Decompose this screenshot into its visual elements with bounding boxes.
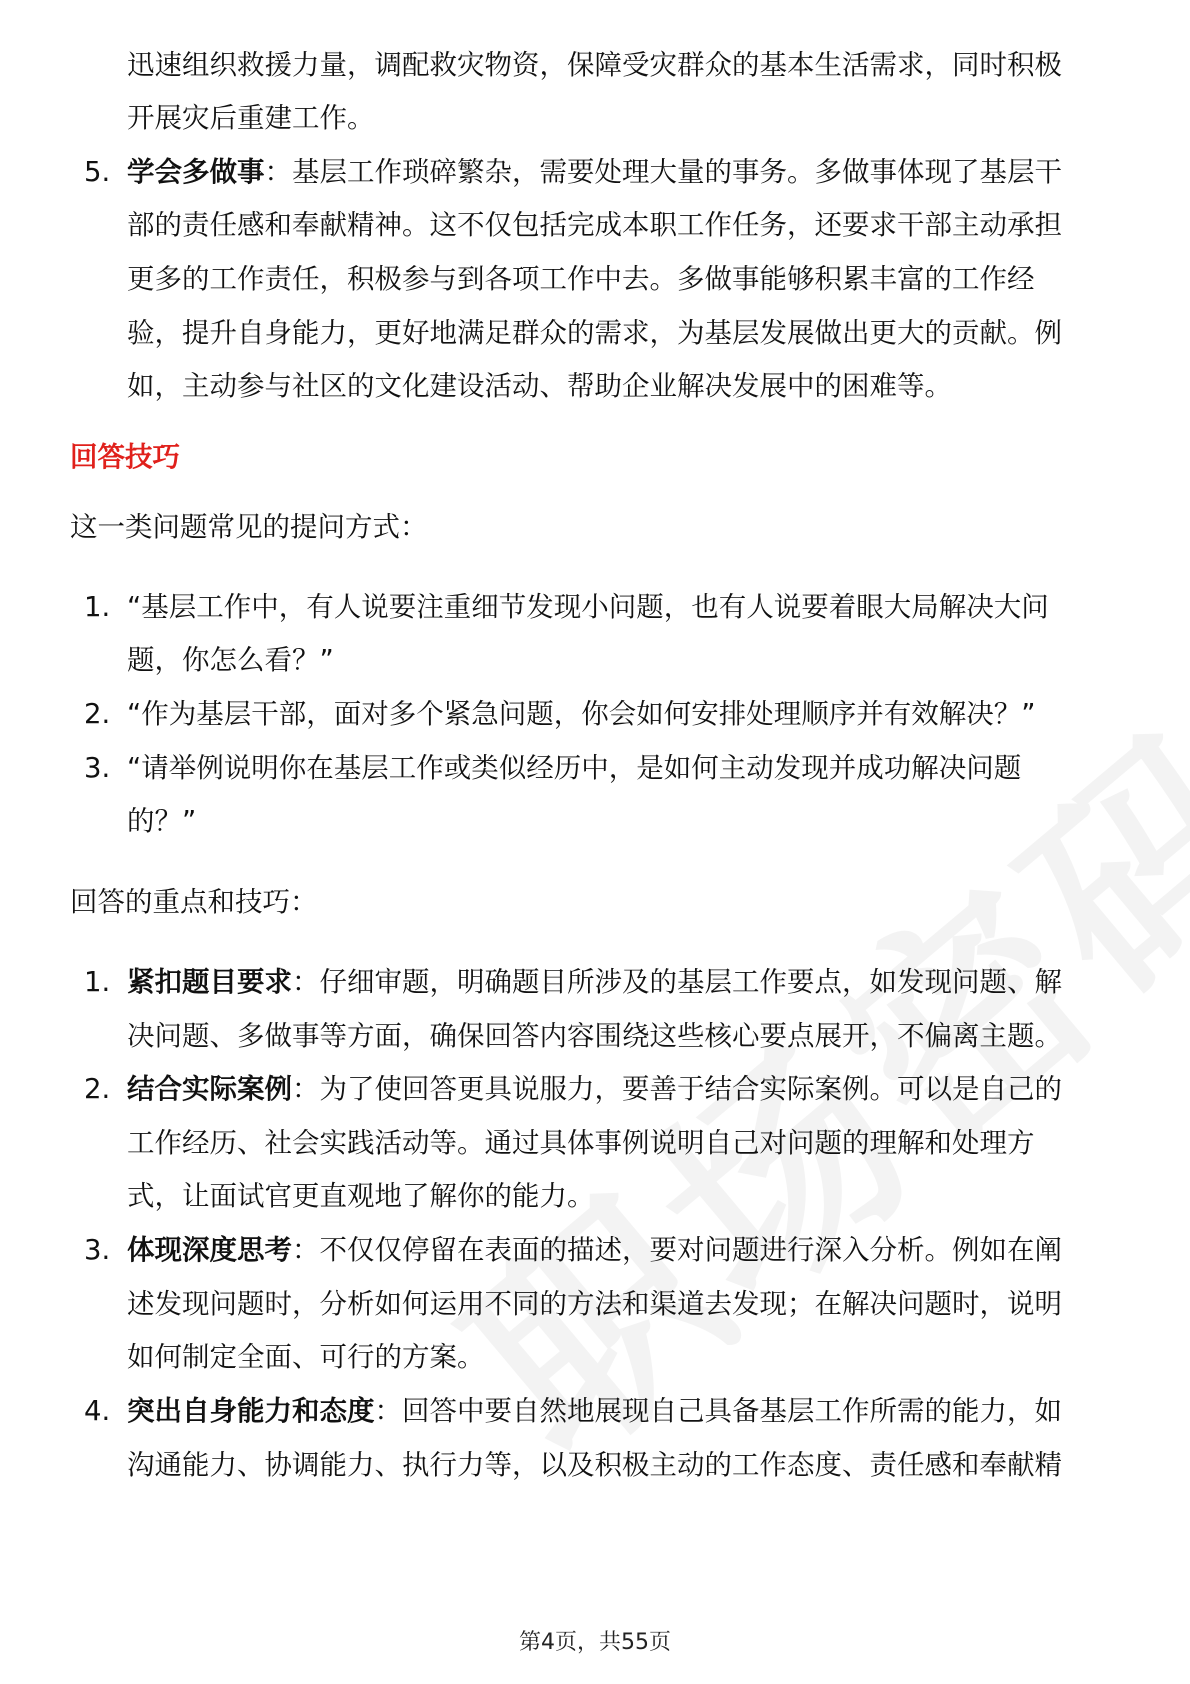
list-number: 4. <box>84 1395 111 1427</box>
tips-intro: 回答的重点和技巧： <box>70 886 318 918</box>
item-text: ：为了使回答更具说服力，要善于结合实际案例。可以是自己的 <box>292 1073 1062 1105</box>
question-text: 题，你怎么看？” <box>127 644 334 676</box>
intro-line: 开展灾后重建工作。 <box>127 102 375 134</box>
list-item <box>127 1069 1062 1109</box>
item-term: 紧扣题目要求 <box>127 966 292 998</box>
item-text: 如，主动参与社区的文化建设活动、帮助企业解决发展中的困难等。 <box>127 370 952 402</box>
item-term: 突出自身能力和态度 <box>127 1395 375 1427</box>
list-number: 1. <box>84 966 111 998</box>
list-number: 1. <box>84 591 111 623</box>
list-number: 3. <box>84 1234 111 1266</box>
list-item <box>127 1230 1062 1270</box>
page-footer: 第4页，共55页 <box>519 1630 671 1655</box>
intro-line: 迅速组织救援力量，调配救灾物资，保障受灾群众的基本生活需求，同时积极 <box>127 49 1062 81</box>
list-number: 3. <box>84 752 111 784</box>
list-item <box>127 1391 1062 1431</box>
item-text: ：不仅仅停留在表面的描述，要对问题进行深入分析。例如在阐 <box>292 1234 1062 1266</box>
item-term: 结合实际案例 <box>127 1073 292 1105</box>
question-text: “请举例说明你在基层工作或类似经历中，是如何主动发现并成功解决问题 <box>127 752 1022 784</box>
item-text: 验，提升自身能力，更好地满足群众的需求，为基层发展做出更大的贡献。例 <box>127 317 1062 349</box>
question-text: “作为基层干部，面对多个紧急问题，你会如何安排处理顺序并有效解决？” <box>127 698 1036 730</box>
item-term: 体现深度思考 <box>127 1234 292 1266</box>
item-text: 决问题、多做事等方面，确保回答内容围绕这些核心要点展开，不偏离主题。 <box>127 1020 1062 1052</box>
item-text: 述发现问题时，分析如何运用不同的方法和渠道去发现；在解决问题时，说明 <box>127 1288 1062 1320</box>
item-text: ：回答中要自然地展现自己具备基层工作所需的能力，如 <box>374 1395 1062 1427</box>
list-item <box>127 962 1062 1002</box>
item-text: 式，让面试官更直观地了解你的能力。 <box>127 1180 595 1212</box>
item-text: 工作经历、社会实践活动等。通过具体事例说明自己对问题的理解和处理方 <box>127 1127 1035 1159</box>
item-text: 部的责任感和奉献精神。这不仅包括完成本职工作任务，还要求干部主动承担 <box>127 209 1062 241</box>
list-number: 2. <box>84 1073 111 1105</box>
question-text: “基层工作中，有人说要注重细节发现小问题，也有人说要着眼大局解决大问 <box>127 591 1049 623</box>
list-number: 5. <box>84 156 111 188</box>
item-text: 如何制定全面、可行的方案。 <box>127 1341 485 1373</box>
watermark <box>392 336 1190 1515</box>
question-intro: 这一类问题常见的提问方式： <box>70 511 428 543</box>
question-text: 的？” <box>127 805 197 837</box>
item-text: ：仔细审题，明确题目所涉及的基层工作要点，如发现问题、解 <box>292 966 1062 998</box>
item-text: 更多的工作责任，积极参与到各项工作中去。多做事能够积累丰富的工作经 <box>127 263 1035 295</box>
list-number: 2. <box>84 698 111 730</box>
list-item <box>127 152 1062 192</box>
item-term: 学会多做事 <box>127 156 265 188</box>
item-text: ：基层工作琐碎繁杂，需要处理大量的事务。多做事体现了基层干 <box>264 156 1062 188</box>
item-text: 沟通能力、协调能力、执行力等，以及积极主动的工作态度、责任感和奉献精 <box>127 1449 1062 1481</box>
section-heading: 回答技巧 <box>70 441 180 473</box>
